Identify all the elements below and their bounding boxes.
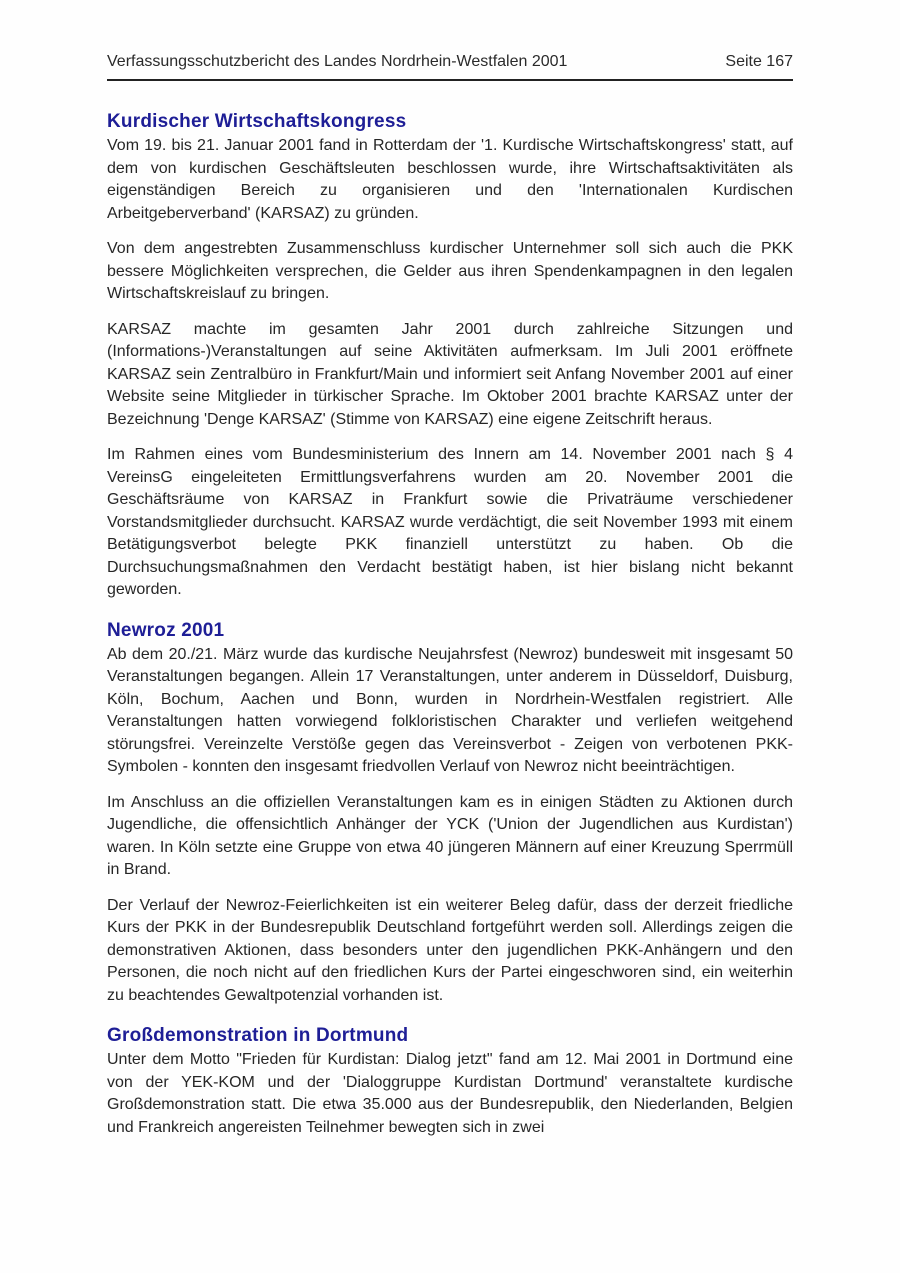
section-heading-kurdischer-wirtschaftskongress: Kurdischer Wirtschaftskongress	[107, 111, 407, 132]
paragraph: Im Anschluss an die offiziellen Veranstaltungen kam es in einigen Städten zu Aktionen durch Jugendliche, die offensichtlich Anhänger der YCK ('Union der Jugendlichen aus Kurdistan') waren. In Köln setzte eine Gruppe von etwa 40 jüngeren Männern auf einer Kreuzung Sperrmüll in Brand.	[107, 793, 793, 878]
paragraph: Unter dem Motto "Frieden für Kurdistan: Dialog jetzt" fand am 12. Mai 2001 in Dortmund eine von der YEK-KOM und der 'Dialoggruppe Kurdistan Dortmund' veranstaltete kurdische Großdemonstration statt. Die etwa 35.000 aus der Bundesrepublik, den Niederlanden, Belgien und Frankreich angereisten Teilnehmer bewegten sich in zwei	[107, 1051, 793, 1136]
section-heading-newroz-2001: Newroz 2001	[107, 619, 225, 641]
paragraph: Der Verlauf der Newroz-Feierlichkeiten ist ein weiterer Beleg dafür, dass der derzeit friedliche Kurs der PKK in der Bundesrepublik Deutschland fortgeführt werden soll. Allerdings zeigen die demonstrativen Aktionen, dass besonders unter den jugendlichen PKK-Anhängern und den Personen, die noch nicht auf den friedlichen Kurs der Partei eingeschworen sind, ein weiterhin zu beachtendes Gewaltpotenzial vorhanden ist.	[107, 896, 793, 1004]
paragraph: Von dem angestrebten Zusammenschluss kurdischer Unternehmer soll sich auch die PKK bessere Möglichkeiten versprechen, die Gelder aus ihren Spendenkampagnen in den legalen Wirtschaftskreislauf zu bringen.	[107, 240, 793, 302]
page-header	[107, 52, 793, 81]
paragraph: Ab dem 20./21. März wurde das kurdische Neujahrsfest (Newroz) bundesweit mit insgesamt 50 Veranstaltungen begangen. Allein 17 Veranstaltungen, unter anderem in Düsseldorf, Duisburg, Köln, Bochum, Aachen und Bonn, wurden in Nordrhein-Westfalen registriert. Alle Veranstaltungen hatten vorwiegend folkloristischen Charakter und verliefen weitgehend störungsfrei. Vereinzelte Verstöße gegen das Vereinsverbot - Zeigen von verbotenen PKK-Symbolen - konnten den insgesamt friedvollen Verlauf von Newroz nicht beeinträchtigen.	[107, 645, 793, 775]
section-heading-grossdemonstration-dortmund: Großdemonstration in Dortmund	[107, 1025, 409, 1046]
paragraph: Vom 19. bis 21. Januar 2001 fand in Rotterdam der '1. Kurdische Wirtschaftskongress' statt, auf dem von kurdischen Geschäftsleuten beschlossen wurde, ihre Wirtschaftsaktivitäten als eigenständigen Bereich zu organisieren und den 'Internationalen Kurdischen Arbeitgeberverband' (KARSAZ) zu gründen.	[107, 137, 793, 222]
paragraph: KARSAZ machte im gesamten Jahr 2001 durch zahlreiche Sitzungen und (Informations-)Veranstaltungen auf seine Aktivitäten aufmerksam. Im Juli 2001 eröffnete KARSAZ sein Zentralbüro in Frankfurt/Main und informiert seit Anfang November 2001 auf einer Website seine Mitglieder in türkischer Sprache. Im Oktober 2001 brachte KARSAZ unter der Bezeichnung 'Denge KARSAZ' (Stimme von KARSAZ) eine eigene Zeitschrift heraus.	[107, 320, 793, 428]
running-title: Verfassungsschutzbericht des Landes Nordrhein-Westfalen 2001	[107, 53, 568, 70]
paragraph: Im Rahmen eines vom Bundesministerium des Innern am 14. November 2001 nach § 4 VereinsG eingeleiteten Ermittlungsverfahrens wurden am 20. November 2001 die Geschäftsräume von KARSAZ in Frankfurt sowie die Privaträume verschiedener Vorstandsmitglieder durchsucht. KARSAZ wurde verdächtigt, die seit November 1993 mit einem Betätigungsverbot belegte PKK finanziell unterstützt zu haben. Ob die Durchsuchungsmaßnahmen den Verdacht bestätigt haben, ist hier bislang nicht bekannt geworden.	[107, 446, 793, 598]
page-number: Seite 167	[725, 53, 793, 70]
page-content	[107, 110, 793, 1139]
